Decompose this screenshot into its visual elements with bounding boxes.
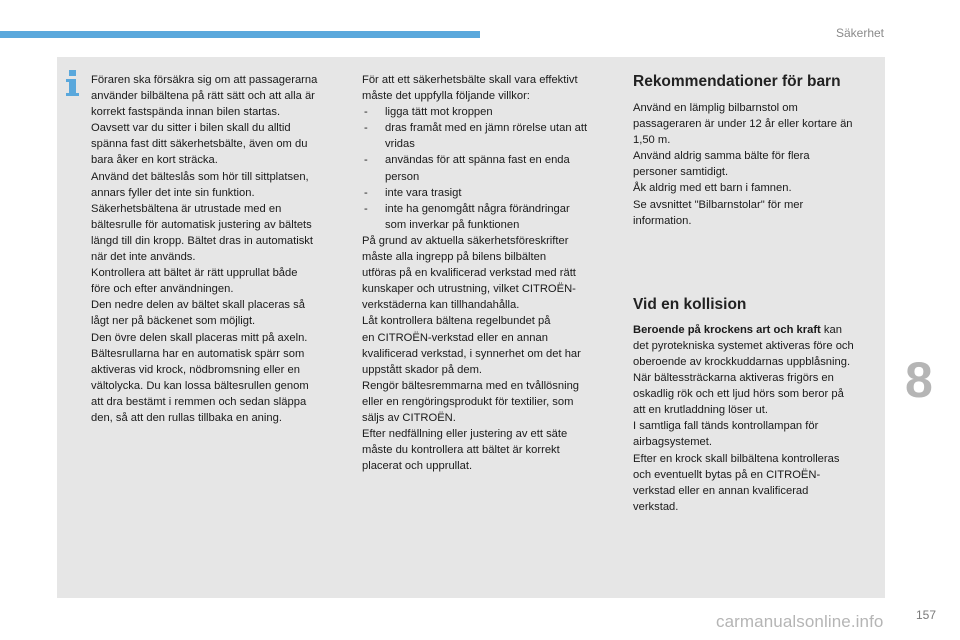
header-accent-bar (0, 31, 480, 38)
list-item-text: vridas (385, 138, 415, 151)
text-line: På grund av aktuella säkerhetsföreskrifter (362, 234, 569, 247)
text-line: att en krutladdning löser ut. (633, 404, 768, 417)
text-line: måste du kontrollera att bältet är korrekt (362, 444, 560, 457)
list-item-text: användas för att spänna fast en enda (385, 154, 570, 167)
text-line: utföras på en kvalificerad verkstad med rätt (362, 267, 576, 280)
text-line: måste det uppfylla följande villkor: (362, 90, 530, 103)
text-line: kunskaper och utrustning, vilket CITROËN- (362, 283, 576, 296)
text-line: Låt kontrollera bältena regelbundet på (362, 315, 551, 328)
list-item-line (362, 152, 614, 168)
text-line: uppstått skador på dem. (362, 363, 483, 376)
list-item-line (362, 217, 614, 233)
list-item-line (362, 201, 614, 217)
text-line: information. (633, 214, 692, 227)
text-line: Säkerhetsbältena är utrustade med en (91, 202, 282, 215)
text-line: Den nedre delen av bältet skall placeras så (91, 299, 305, 312)
text-line: lågt ner på bäckenet som möjligt. (91, 315, 256, 328)
text-line: före och efter användningen. (91, 283, 234, 296)
list-dash: - (364, 154, 368, 167)
collision-lead-bold: Beroende på krockens art och kraft (633, 323, 821, 336)
recommendations-column (633, 72, 881, 515)
text-line: att dra bestämt i remmen och sedan släppa (91, 395, 307, 408)
info-icon (63, 70, 85, 98)
text-line: Rengör bältesremmarna med en tvållösning (362, 379, 580, 392)
heading-collision: Vid en kollision (633, 295, 747, 313)
list-item-line (362, 185, 614, 201)
text-line: vältolycka. Du kan lossa bältesrullen genom (91, 379, 309, 392)
seatbelt-conditions-column (362, 72, 614, 474)
watermark: carmanualsonline.info (716, 612, 884, 631)
child-recommendations-text (633, 100, 881, 229)
text-line: bara åker en kort sträcka. (91, 154, 218, 167)
text-line: när det inte används. (91, 251, 196, 264)
text-line: måste alla ingrepp på bilens bilbälten (362, 251, 547, 264)
text-line: personer samtidigt. (633, 166, 729, 179)
text-line: placerat och upprullat. (362, 460, 473, 473)
text-line: längd till din kropp. Bältet dras in automatiskt (91, 234, 314, 247)
text-line: I samtliga fall tänds kontrollampan för (633, 420, 819, 433)
collision-lead (633, 322, 881, 338)
list-item-line (362, 169, 614, 185)
text-line: Efter en krock skall bilbältena kontrolleras (633, 452, 840, 465)
text-line: Använd det bälteslås som hör till sittplatsen, (91, 170, 309, 183)
text-line: kvalificerad verkstad, i synnerhet om det har (362, 347, 581, 360)
list-item-text: inte ha genomgått några förändringar (385, 202, 570, 215)
text-line: spänna fast ditt säkerhetsbälte, även om du (91, 138, 308, 151)
text-line: 1,50 m. (633, 134, 671, 147)
text-line: eller en rengöringsprodukt för textilier, som (362, 395, 574, 408)
text-line: Oavsett var du sitter i bilen skall du alltid (91, 122, 291, 135)
text-line: och eventuellt bytas på en CITROËN- (633, 468, 821, 481)
text-line: Kontrollera att bältet är rätt upprullat både (91, 267, 298, 280)
collision-text (633, 338, 881, 515)
collision-lead-rest: kan (820, 323, 842, 336)
text-line: säljs av CITROËN. (362, 411, 456, 424)
text-line: Bältesrullarna har en automatisk spärr som (91, 347, 305, 360)
text-line: använder bilbältena på rätt sätt och att alla är (91, 90, 315, 103)
list-item-text: person (385, 170, 420, 183)
list-item-text: inte vara trasigt (385, 186, 462, 199)
text-line: Använd en lämplig bilbarnstol om (633, 102, 798, 114)
list-item-line (362, 136, 614, 152)
text-line: Efter nedfällning eller justering av ett säte (362, 428, 568, 441)
text-line: oberoende av krockkuddarnas uppblåsning. (633, 355, 851, 368)
text-line: passageraren är under 12 år eller kortare än (633, 118, 853, 131)
list-item-text: dras framåt med en jämn rörelse utan att (385, 122, 588, 135)
text-line: verkstad. (633, 500, 679, 513)
text-line: bältesrulle för automatisk justering av bältets (91, 218, 312, 231)
text-line: oskadlig rök och ett ljud hörs som beror på (633, 388, 844, 401)
text-line: När bältessträckarna aktiveras frigörs en (633, 372, 834, 385)
text-line: Använd aldrig samma bälte för flera (633, 150, 810, 163)
section-title: Säkerhet (835, 26, 884, 40)
page-number: 157 (916, 608, 937, 622)
text-line: aktiveras vid krock, nödbromsning eller en (91, 363, 300, 376)
chapter-number: 8 (905, 352, 933, 408)
list-dash: - (364, 202, 368, 215)
text-line: annars fyller det inte sin funktion. (91, 186, 255, 199)
text-line: För att ett säkerhetsbälte skall vara effektivt (362, 74, 578, 86)
list-item-line (362, 120, 614, 136)
text-line: korrekt fastspända innan bilen startas. (91, 106, 281, 119)
text-line: en CITROËN-verkstad eller en annan (362, 331, 548, 344)
heading-child-recommendations: Rekommendationer för barn (633, 73, 841, 90)
list-item-line (362, 104, 614, 120)
list-dash: - (364, 186, 368, 199)
seatbelt-instructions-column (91, 72, 347, 426)
text-line: det pyrotekniska systemet aktiveras före och (633, 339, 854, 352)
text-line: den, så att den rullas tillbaka en aning. (91, 411, 282, 424)
text-line: Föraren ska försäkra sig om att passagerarna (91, 74, 318, 86)
list-item-text: som inverkar på funktionen (385, 218, 520, 231)
text-line: verkstäderna kan tillhandahålla. (362, 299, 520, 312)
text-line: Åk aldrig med ett barn i famnen. (633, 182, 792, 195)
list-dash: - (364, 122, 368, 135)
text-line: Den övre delen skall placeras mitt på axeln. (91, 331, 308, 344)
text-line: verkstad eller en annan kvalificerad (633, 484, 809, 497)
list-item-text: ligga tätt mot kroppen (385, 106, 493, 119)
list-dash: - (364, 106, 368, 119)
text-line: airbagsystemet. (633, 436, 712, 449)
text-line: Se avsnittet "Bilbarnstolar" för mer (633, 198, 804, 211)
